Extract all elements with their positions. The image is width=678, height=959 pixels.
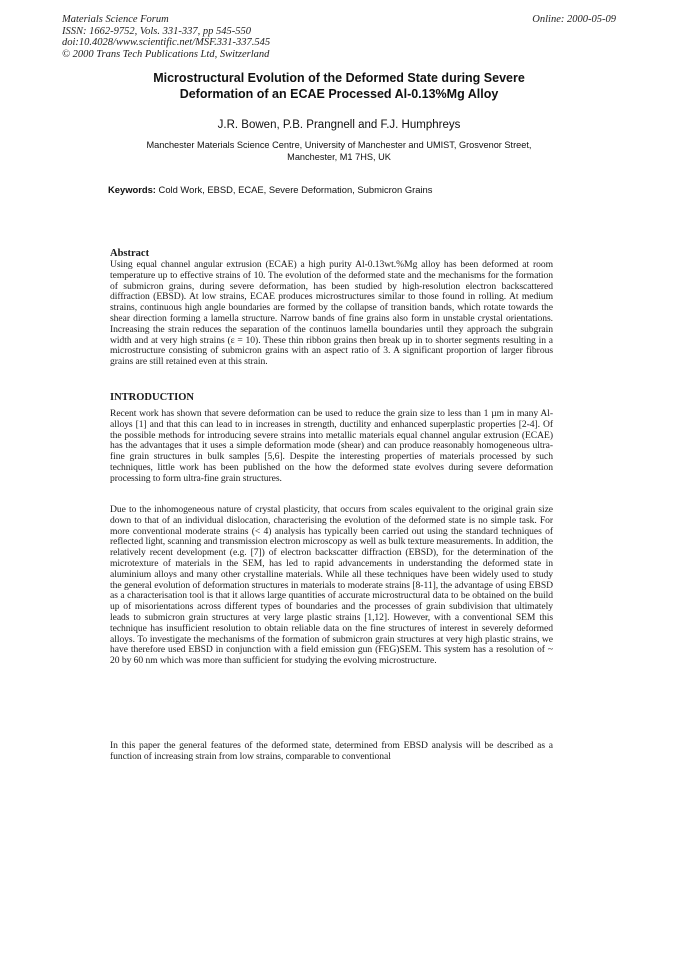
affiliation <box>60 139 618 163</box>
introduction-paragraph-1: Recent work has shown that severe deformation can be used to reduce the grain size to less than 1 µm in many Al-alloys [1] and that this can lead to in increases in strength, ductility and enhanced superplastic properties [2-4]. Of the possible methods for introducing severe strains into metallic materials equal channel angular extrusion (ECAE) has the advantages that it uses a simple deformation mode (shear) and can produce reasonably homogeneous ultra-fine grain structures in bulk samples [5,6]. Despite the interesting properties of materials processed by such techniques, little work has been published on the how the deformed state evolves during severe deformation processing to form ultra-fine grain structures. <box>110 408 553 484</box>
copyright-line: © 2000 Trans Tech Publications Ltd, Switzerland <box>62 48 270 60</box>
title-line-1: Microstructural Evolution of the Deformed State during Severe <box>153 71 525 85</box>
introduction-heading: INTRODUCTION <box>110 392 195 403</box>
keywords-text: Cold Work, EBSD, ECAE, Severe Deformation, Submicron Grains <box>158 184 433 195</box>
online-date: Online: 2000-05-09 <box>532 14 616 25</box>
affiliation-line-1: Manchester Materials Science Centre, University of Manchester and UMIST, Grosvenor Street, <box>146 140 532 150</box>
publication-info <box>62 14 270 60</box>
introduction-paragraph-3: In this paper the general features of the deformed state, determined from EBSD analysis will be described as a function of increasing strain from low strains, comparable to conventional <box>110 740 553 762</box>
introduction-paragraph-2: Due to the inhomogeneous nature of crystal plasticity, that occurs from scales equivalent to the original grain size down to that of an individual dislocation, characterising the evolution of the deformed state is no simple task. For more conventional moderate strains (< 4) analysis has typically been carried out using the standard techniques of reflected light, scanning and transmission electron microscopy as well as bulk texture measurements. In addition, the relatively recent development (e.g. [7]) of electron backscatter diffraction (EBSD), for the determination of the microtexture of materials in the SEM, has led to rapid advancements in understanding the deformed state in aluminium alloys and many other crystalline materials. While all these techniques have been widely used to study the general evolution of deformation structures in materials to moderate strains [8-11], the advantage of using EBSD as a characterisation tool is that it allows large quantities of accurate microstructural data to be obtained on the build up of misorientations across different types of boundaries and the processes of grain subdivision that ultimately leads to submicron grain structures at very large plastic strains [1,12]. However, with a conventional SEM this technique has insufficient resolution to obtain reliable data on the fine structures of interest in severely deformed alloys. To investigate the mechanisms of the formation of submicron grain structures at very high plastic strains, we have therefore used EBSD in conjunction with a field emission gun (FEG)SEM. This system has a resolution of ~ 20 by 60 nm which was more than sufficient for studying the evolving microstructure. <box>110 504 553 667</box>
keywords-label: Keywords: <box>108 184 156 195</box>
abstract-heading: Abstract <box>110 248 150 259</box>
affiliation-line-2: Manchester, M1 7HS, UK <box>287 152 391 162</box>
authors: J.R. Bowen, P.B. Prangnell and F.J. Humphreys <box>217 119 461 131</box>
doi-line[interactable]: doi:10.4028/www.scientific.net/MSF.331-337.545 <box>62 37 271 48</box>
paper-title <box>60 71 618 102</box>
issn-line: ISSN: 1662-9752, Vols. 331-337, pp 545-550 <box>62 25 251 37</box>
journal-name: Materials Science Forum <box>62 14 169 25</box>
keywords <box>108 184 432 195</box>
abstract-text: Using equal channel angular extrusion (ECAE) a high purity Al-0.13wt.%Mg alloy has been deformed at room temperature up to effective strains of 10. The evolution of the deformed state and the mechanisms for the formation of submicron grains, during severe deformation, has been studied by high-resolution electron backscattered diffraction (EBSD). At low strains, ECAE produces microstructures similar to those found in rolling. At medium strains, continuous high angle boundaries are formed by the collapse of transition bands, which rotate towards the shear direction forming a lamella structure. Narrow bands of fine grains also form in unstable crystal orientations. Increasing the strain reduces the separation of the continuos lamella boundaries until they approach the subgrain width and at very high strains (ε = 10). These thin ribbon grains then break up in to shorter segments resulting in a microstructure consisting of submicron grains with an aspect ratio of 3. A significant proportion of larger fibrous grains are still retained even at this strain. <box>110 259 553 368</box>
title-line-2: Deformation of an ECAE Processed Al-0.13%Mg Alloy <box>179 86 499 101</box>
